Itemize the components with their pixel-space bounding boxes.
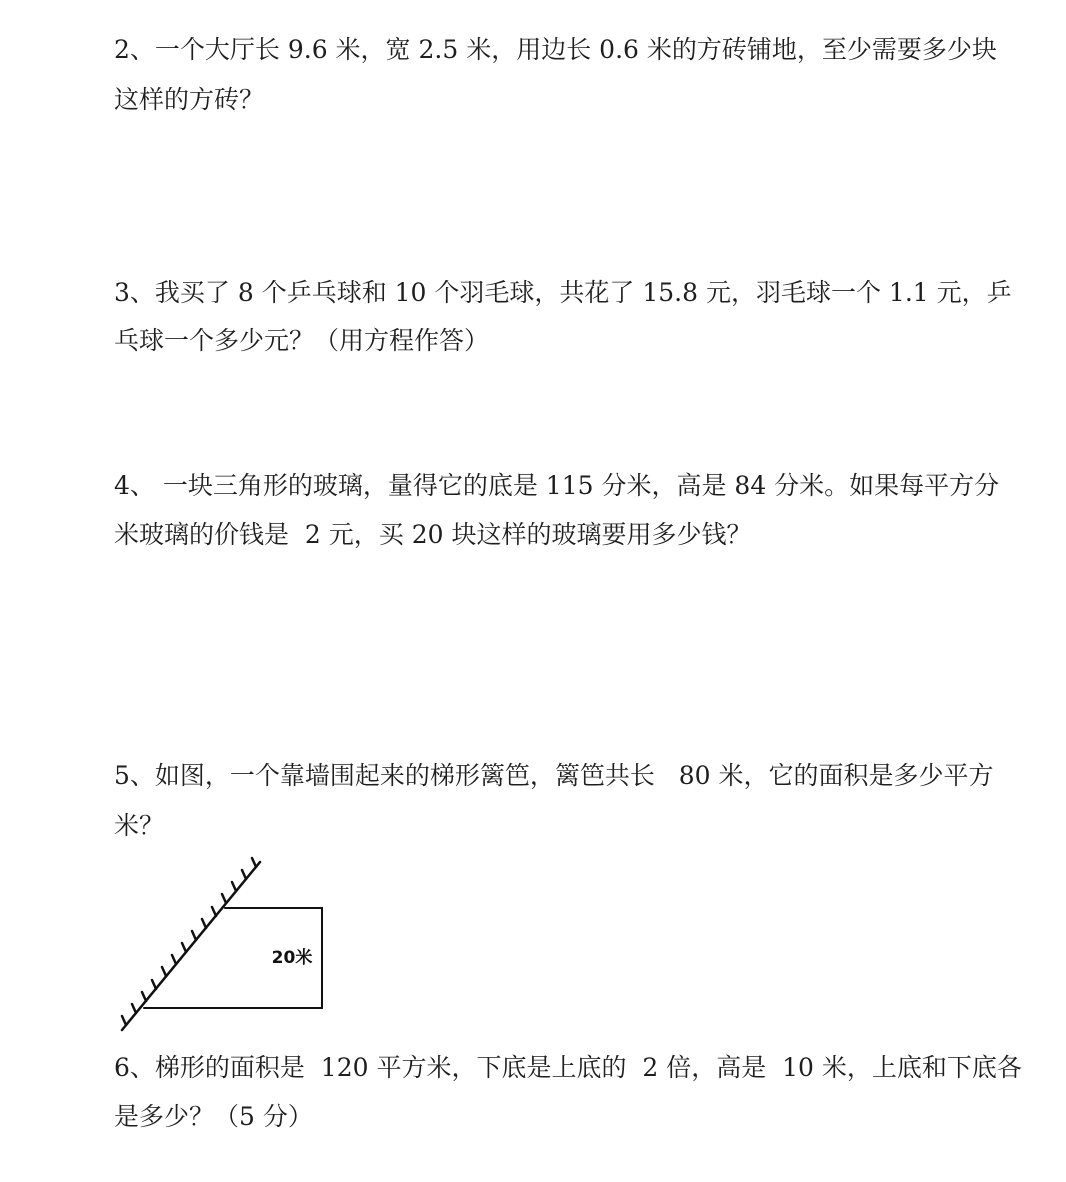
question-5-line-2: 米？	[114, 811, 165, 840]
question-6-line-1: 6、梯形的面积是 120 平方米，下底是上底的 2 倍，高是 10 米，上底和下底各	[114, 1053, 1022, 1082]
question-6-line-2: 是多少？（5 分）	[114, 1102, 313, 1131]
question-3-line-1: 3、我买了 8 个乒乓球和 10 个羽毛球，共花了 15.8 元，羽毛球一个 1.1 元，乒	[114, 278, 1012, 307]
wall-line	[122, 862, 260, 1030]
trapezoid-fence-figure	[112, 852, 334, 1042]
question-2-line-2: 这样的方砖？	[114, 85, 265, 114]
question-4-line-1: 4、 一块三角形的玻璃，量得它的底是 115 分米，高是 84 分米。如果每平方分	[114, 471, 1000, 500]
wall-hatching	[122, 858, 256, 1025]
question-5-line-1: 5、如图，一个靠墙围起来的梯形篱笆，篱笆共长 80 米，它的面积是多少平方	[114, 761, 994, 790]
question-2-line-1: 2、一个大厅长 9.6 米，宽 2.5 米，用边长 0.6 米的方砖铺地，至少需要多少块	[114, 35, 997, 64]
question-4-line-2: 米玻璃的价钱是 2 元，买 20 块这样的玻璃要用多少钱？	[114, 520, 752, 549]
height-label: 20米	[271, 948, 313, 968]
question-3-line-2: 乓球一个多少元？（用方程作答）	[114, 326, 490, 355]
